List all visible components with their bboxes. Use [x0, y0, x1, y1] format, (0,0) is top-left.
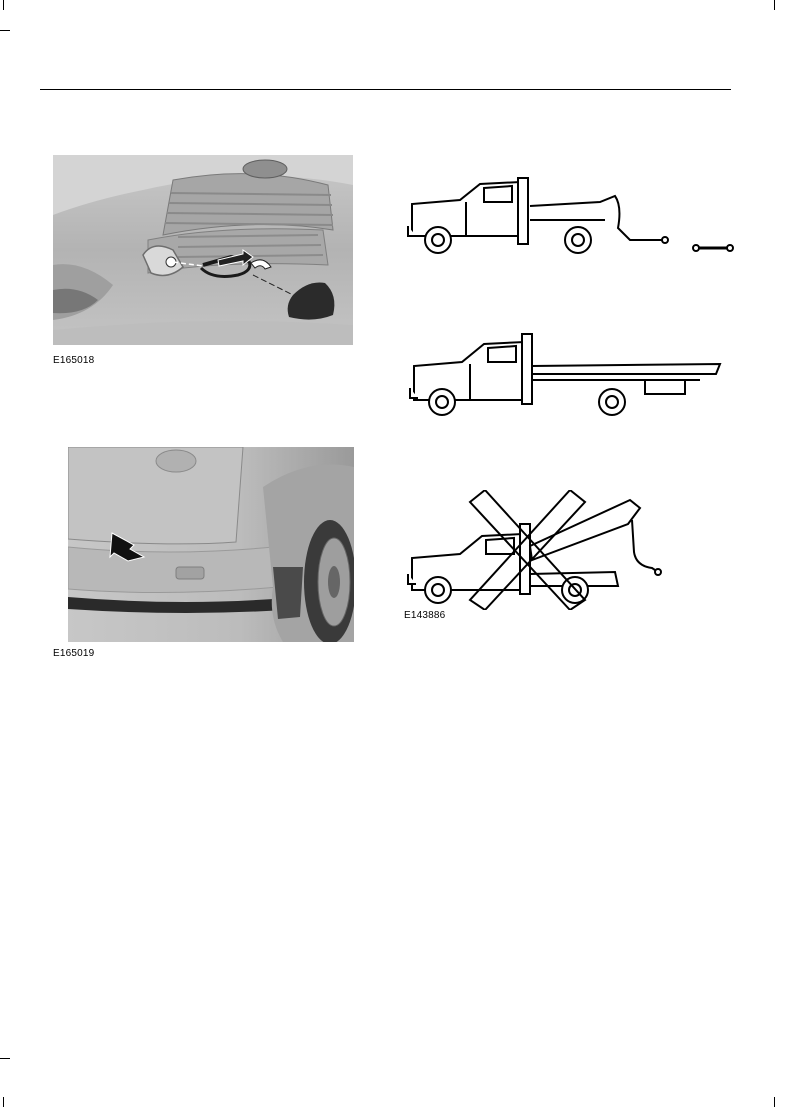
tow-truck-sling-prohibited — [400, 490, 745, 610]
crop-mark — [0, 1058, 10, 1059]
crop-mark — [0, 30, 10, 31]
crop-mark — [774, 0, 775, 10]
tow-truck-wheel-lift — [400, 170, 745, 260]
tow-truck-flatbed — [400, 328, 745, 420]
crop-mark — [3, 1097, 4, 1107]
figure-code: E143886 — [404, 610, 446, 621]
figure-code: E165018 — [53, 355, 95, 366]
front-bumper-illustration — [53, 155, 353, 345]
crop-mark — [3, 0, 4, 10]
figure-code: E165019 — [53, 648, 95, 659]
crop-mark — [774, 1097, 775, 1107]
header-rule — [40, 89, 731, 90]
rear-bumper-illustration — [68, 447, 354, 642]
